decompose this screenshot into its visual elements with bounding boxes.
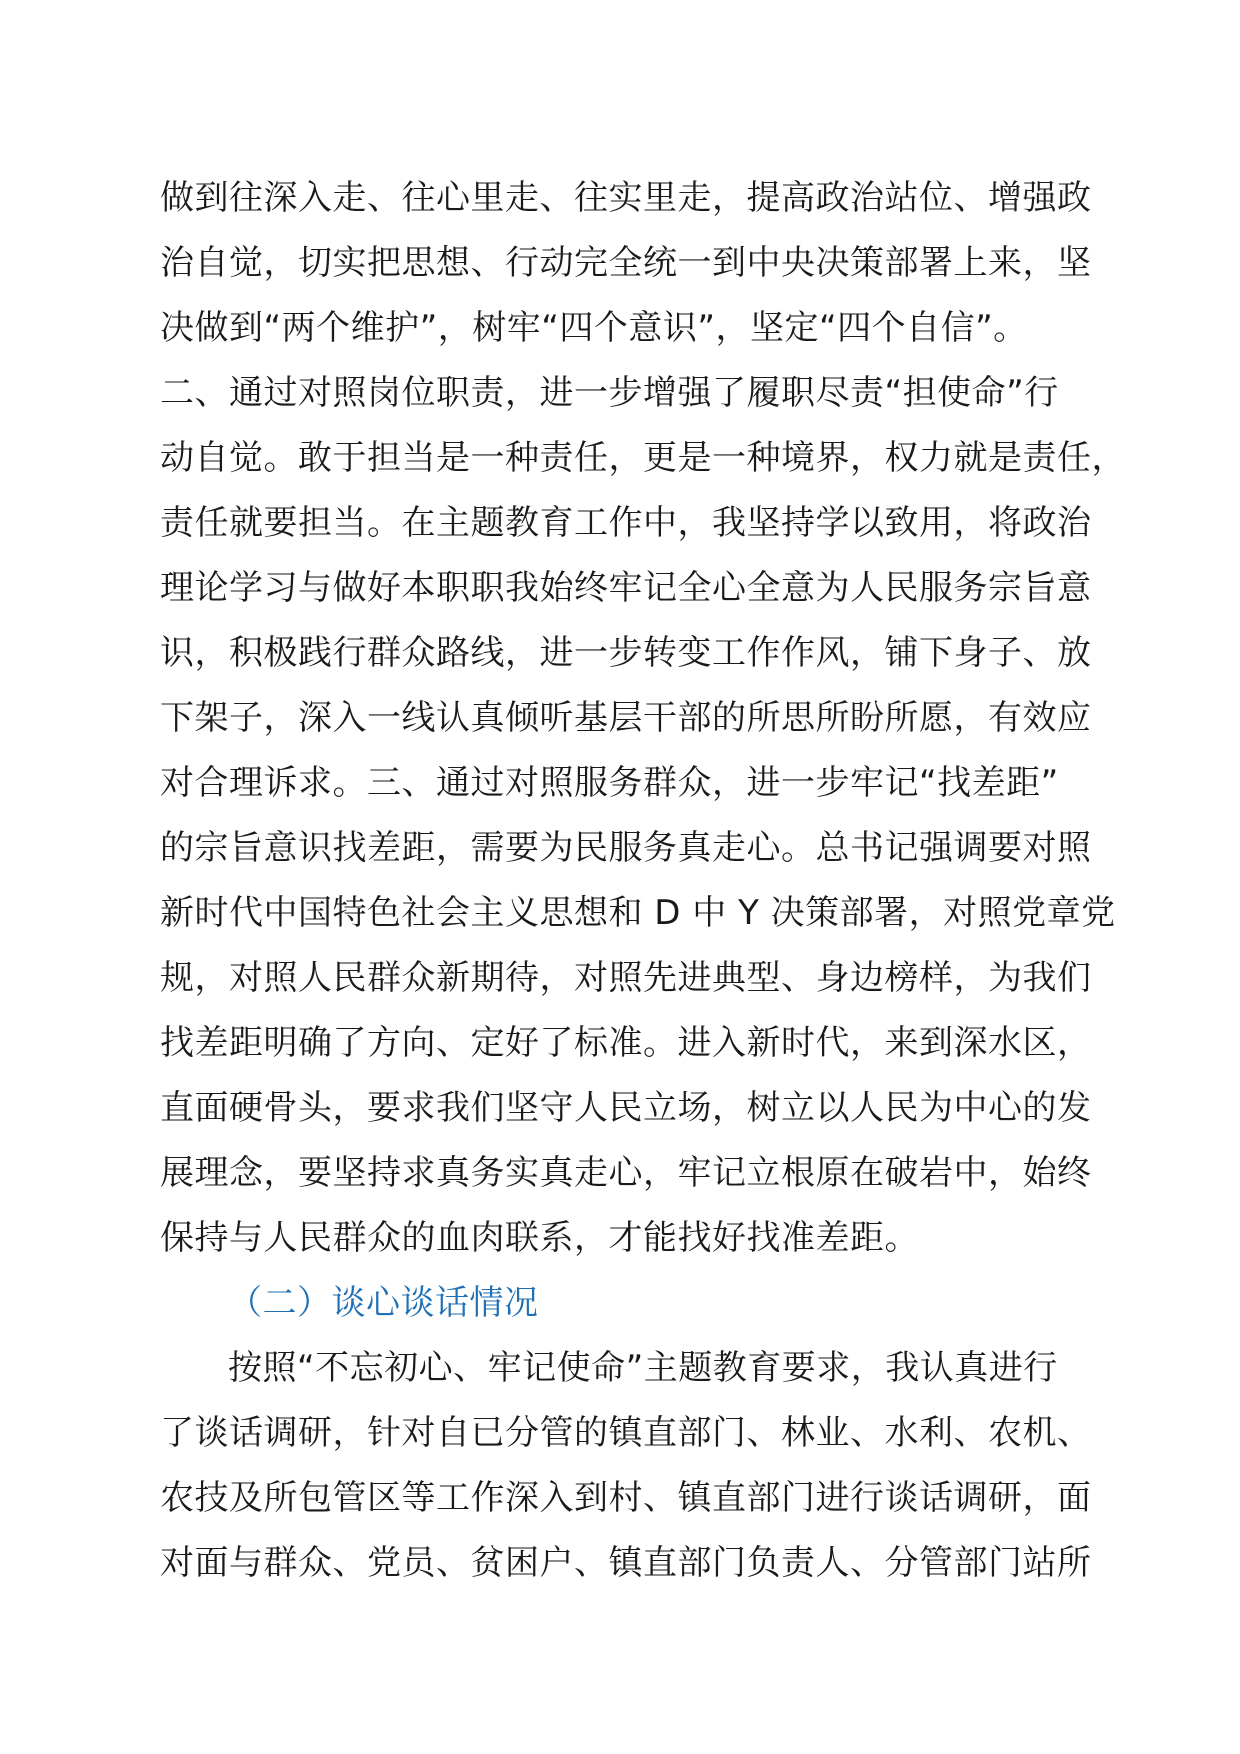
- text-line: 了谈话调研，针对自已分管的镇直部门、林业、水利、农机、: [160, 1413, 1092, 1453]
- text-line: 保持与人民群众的血肉联系，才能找好找准差距。: [160, 1218, 919, 1258]
- text-line: 责任就要担当。在主题教育工作中，我坚持学以致用，将政治: [160, 503, 1092, 543]
- text-line: 治自觉，切实把思想、行动完全统一到中央决策部署上来，坚: [160, 243, 1092, 283]
- text-line: 的宗旨意识找差距，需要为民服务真走心。总书记强调要对照: [160, 828, 1092, 868]
- document-body: [160, 166, 1126, 1596]
- text-line: 新时代中国特色社会主义思想和 D 中 Y 决策部署，对照党章党: [160, 893, 1116, 933]
- text-line: 按照“不忘初心、牢记使命”主题教育要求，我认真进行: [228, 1348, 1058, 1388]
- text-line: 识，积极践行群众路线，进一步转变工作作风，铺下身子、放: [160, 633, 1092, 673]
- text-line: 二、通过对照岗位职责，进一步增强了履职尽责“担使命”行: [160, 373, 1059, 413]
- text-line: 直面硬骨头，要求我们坚守人民立场，树立以人民为中心的发: [160, 1088, 1092, 1128]
- text-line: 农技及所包管区等工作深入到村、镇直部门进行谈话调研，面: [160, 1478, 1092, 1518]
- text-line: 对面与群众、党员、贫困户、镇直部门负责人、分管部门站所: [160, 1543, 1092, 1583]
- text-line: 做到往深入走、往心里走、往实里走，提高政治站位、增强政: [160, 178, 1092, 218]
- text-line: 下架子，深入一线认真倾听基层干部的所思所盼所愿，有效应: [160, 698, 1092, 738]
- text-line: 找差距明确了方向、定好了标准。进入新时代，来到深水区，: [160, 1023, 1092, 1063]
- section-heading: （二）谈心谈话情况: [228, 1283, 539, 1323]
- text-line: 展理念，要坚持求真务实真走心，牢记立根原在破岩中，始终: [160, 1153, 1092, 1193]
- paragraph-2: [160, 1336, 1120, 1596]
- text-line: 对合理诉求。三、通过对照服务群众，进一步牢记“找差距”: [160, 763, 1059, 803]
- text-line: 理论学习与做好本职职我始终牢记全心全意为人民服务宗旨意: [160, 568, 1092, 608]
- text-line: 决做到“两个维护”，树牢“四个意识”，坚定“四个自信”。: [160, 308, 1028, 348]
- text-line: 动自觉。敢于担当是一种责任，更是一种境界，权力就是责任，: [160, 438, 1126, 478]
- text-line: 规，对照人民群众新期待，对照先进典型、身边榜样，为我们: [160, 958, 1092, 998]
- paragraph-1: [160, 166, 1126, 1271]
